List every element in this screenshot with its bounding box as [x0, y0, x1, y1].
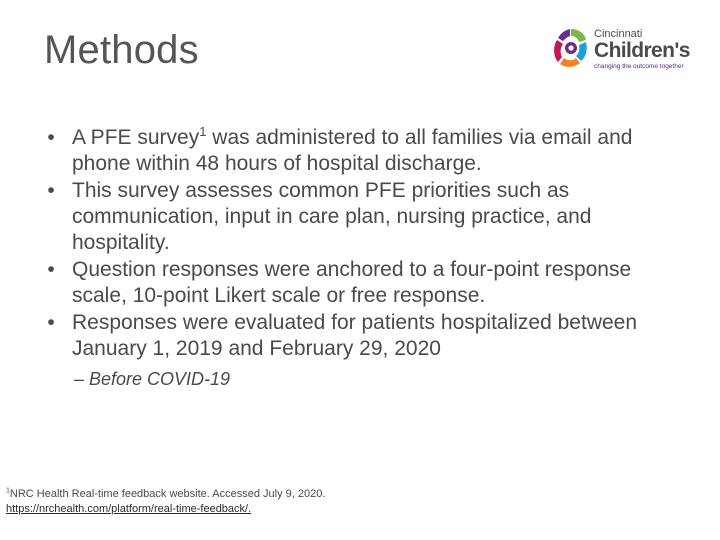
- logo-line-childrens: Children's: [594, 39, 690, 62]
- bullet-dot-icon: •: [47, 311, 55, 334]
- bullet-dot-icon: •: [47, 258, 55, 281]
- bullet-text: Responses were evaluated for patients hospitalized between January 1, 2019 and February 29, 2020: [72, 311, 638, 360]
- logo-wordmark: [594, 28, 704, 71]
- bullet-list: [30, 125, 690, 363]
- bullet-item: [30, 257, 690, 309]
- bullet-text: This survey assesses common PFE priorities such as communication, input in care plan, nursing practice, and hospitality.: [72, 179, 592, 254]
- footnote-link[interactable]: https://nrchealth.com/platform/real-time-feedback/.: [6, 503, 252, 515]
- logo-mark-icon: [552, 26, 590, 72]
- logo-tagline: changing the outcome together: [594, 63, 684, 70]
- bullet-item: [30, 125, 690, 177]
- footnote: [6, 487, 325, 517]
- bullet-item: [30, 178, 690, 256]
- footnote-ref: 1: [199, 124, 207, 139]
- sub-bullet: – Before COVID-19: [74, 369, 231, 389]
- footnote-text: NRC Health Real-time feedback website. Accessed July 9, 2020.: [9, 488, 326, 500]
- bullet-text-start: A PFE survey: [72, 126, 200, 149]
- bullet-dot-icon: •: [47, 179, 55, 202]
- footnote-marker: 1: [6, 487, 10, 495]
- logo-line-cincinnati: Cincinnati: [594, 28, 643, 40]
- slide-title: Methods: [44, 28, 199, 72]
- bullet-text: Question responses were anchored to a four-point response scale, 10-point Likert scale or free response.: [72, 258, 632, 307]
- bullet-text-end: was administered to all families via email and phone within 48 hours of hospital discharge.: [72, 126, 633, 175]
- cincinnati-childrens-logo: [552, 24, 702, 76]
- bullet-item: [30, 310, 690, 362]
- bullet-dot-icon: •: [47, 126, 55, 149]
- footnote-citation: [6, 487, 325, 502]
